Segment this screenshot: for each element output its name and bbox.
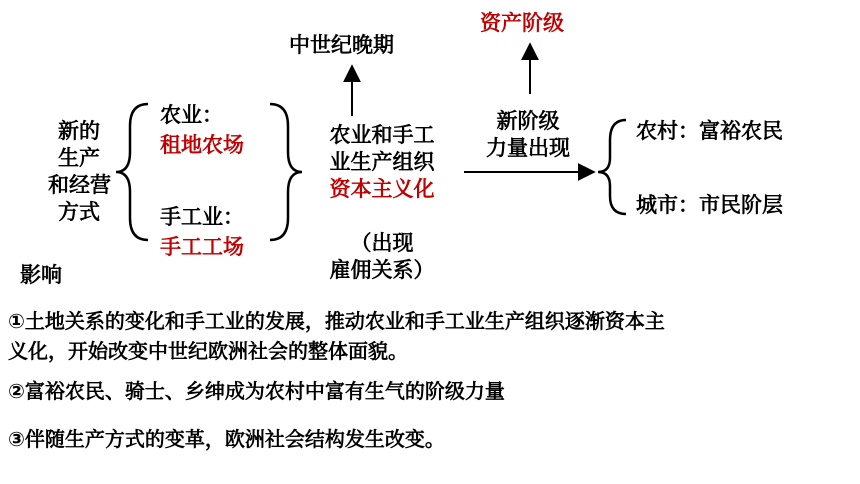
new-production-mode-label [48, 118, 110, 226]
note-3: ③伴随生产方式的变革，欧洲社会结构发生改变。 [8, 427, 445, 451]
left-line-1: 新的 [58, 119, 100, 143]
center-line-2: 业生产组织 [329, 150, 435, 174]
note-line-1: （出现 [350, 231, 414, 255]
agriculture-label: 农业： [160, 103, 223, 127]
agriculture-value: 租地农场 [160, 133, 244, 157]
note-1-line-1: ①土地关系的变化和手工业的发展，推动农业和手工业生产组织逐渐资本主 [8, 309, 665, 333]
note-1-line-2: 义化，开始改变中世纪欧洲社会的整体面貌。 [8, 339, 408, 363]
center-line-1: 农业和手工 [329, 123, 435, 147]
middle-brace [270, 104, 302, 240]
center-line-3: 资本主义化 [329, 177, 435, 201]
note-line-2: 雇佣关系） [329, 258, 435, 282]
new-class-line-2: 力量出现 [486, 136, 570, 160]
rural-label: 农村：富裕农民 [636, 119, 783, 143]
bourgeoisie-label: 资产阶级 [480, 11, 564, 35]
new-class-label [470, 108, 586, 162]
note-2: ②富裕农民、骑士、乡绅成为农村中富有生气的阶级力量 [8, 379, 505, 403]
handicraft-label: 手工业： [160, 205, 244, 229]
left-line-4: 方式 [58, 200, 100, 224]
hired-labor-note [312, 230, 452, 284]
center-block [312, 122, 452, 203]
right-brace [598, 120, 626, 214]
handicraft-value: 手工工场 [160, 235, 244, 259]
left-line-3: 和经营 [48, 173, 111, 197]
new-class-line-1: 新阶级 [496, 109, 560, 133]
late-middle-ages-label: 中世纪晚期 [289, 33, 394, 57]
urban-label: 城市：市民阶层 [636, 193, 783, 217]
left-line-2: 生产 [58, 146, 100, 170]
influence-label: 影响 [20, 263, 62, 287]
left-brace [116, 104, 148, 240]
note-1 [8, 306, 665, 366]
